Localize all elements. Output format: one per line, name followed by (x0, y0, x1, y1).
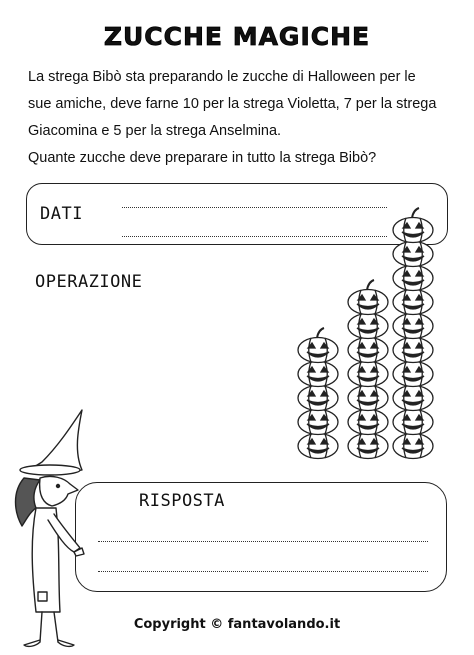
problem-line-1: La strega Bibò sta preparando le zucche di Halloween per le (28, 69, 416, 85)
worksheet-title: ZUCCHE MAGICHE (103, 22, 371, 51)
problem-line-2: sue amiche, deve farne 10 per la strega Violetta, 7 per la strega (28, 96, 437, 112)
problem-line-4: Quante zucche deve preparare in tutto la strega Bibò? (28, 150, 377, 166)
risposta-label: RISPOSTA (139, 491, 225, 511)
operazione-label: OPERAZIONE (35, 272, 143, 292)
copyright-text: Copyright © fantavolando.it (133, 617, 341, 632)
problem-line-3: Giacomina e 5 per la strega Anselmina. (28, 123, 282, 139)
dati-label: DATI (40, 204, 83, 224)
